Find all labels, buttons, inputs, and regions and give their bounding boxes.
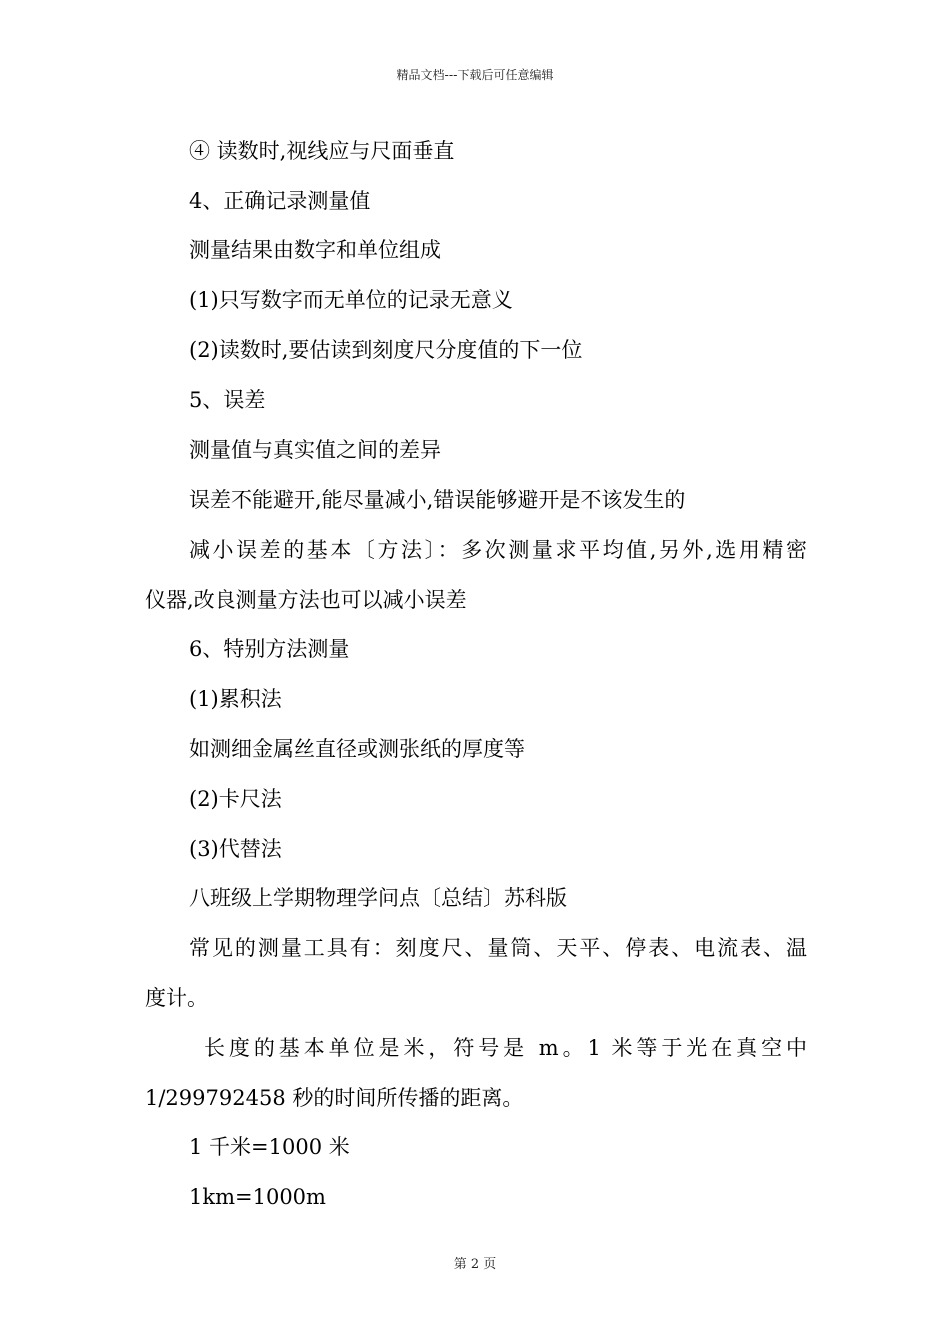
text-line: 如测细金属丝直径或测张纸的厚度等 <box>189 737 525 761</box>
section-heading: 6、特别方法测量 <box>189 637 350 661</box>
text-line: (1)只写数字而无单位的记录无意义 <box>189 288 513 312</box>
page-number: 第 2 页 <box>453 1257 497 1272</box>
section-heading: 4、正确记录测量值 <box>189 189 371 213</box>
text-line: 误差不能避开,能尽量减小,错误能够避开是不该发生的 <box>189 488 686 512</box>
section-heading: 八班级上学期物理学问点〔总结〕苏科版 <box>189 886 567 910</box>
text-line: 测量结果由数字和单位组成 <box>189 238 441 262</box>
page-header: 精品文档---下载后可任意编辑 <box>396 68 554 82</box>
text-line: 1 千米=1000 米 <box>189 1135 350 1159</box>
text-line: 1km=1000m <box>189 1185 326 1209</box>
text-line: 常见的测量工具有：刻度尺、量筒、天平、停表、电流表、温 <box>189 936 807 960</box>
text-line: 1/299792458 秒的时间所传播的距离。 <box>145 1086 524 1110</box>
text-line: 减小误差的基本〔方法〕：多次测量求平均值,另外,选用精密 <box>189 538 807 562</box>
text-line: (2)读数时,要估读到刻度尺分度值的下一位 <box>189 338 583 362</box>
text-line: 仪器,改良测量方法也可以减小误差 <box>145 588 467 612</box>
text-line: (1)累积法 <box>189 687 282 711</box>
text-line: 度计。 <box>145 986 208 1010</box>
text-line: (3)代替法 <box>189 837 282 861</box>
text-line: ④ 读数时,视线应与尺面垂直 <box>189 139 455 163</box>
text-line: 测量值与真实值之间的差异 <box>189 438 441 462</box>
text-line: 长度的基本单位是米，符号是 m。1 米等于光在真空中 <box>204 1036 807 1060</box>
section-heading: 5、误差 <box>189 388 266 412</box>
text-line: (2)卡尺法 <box>189 787 282 811</box>
